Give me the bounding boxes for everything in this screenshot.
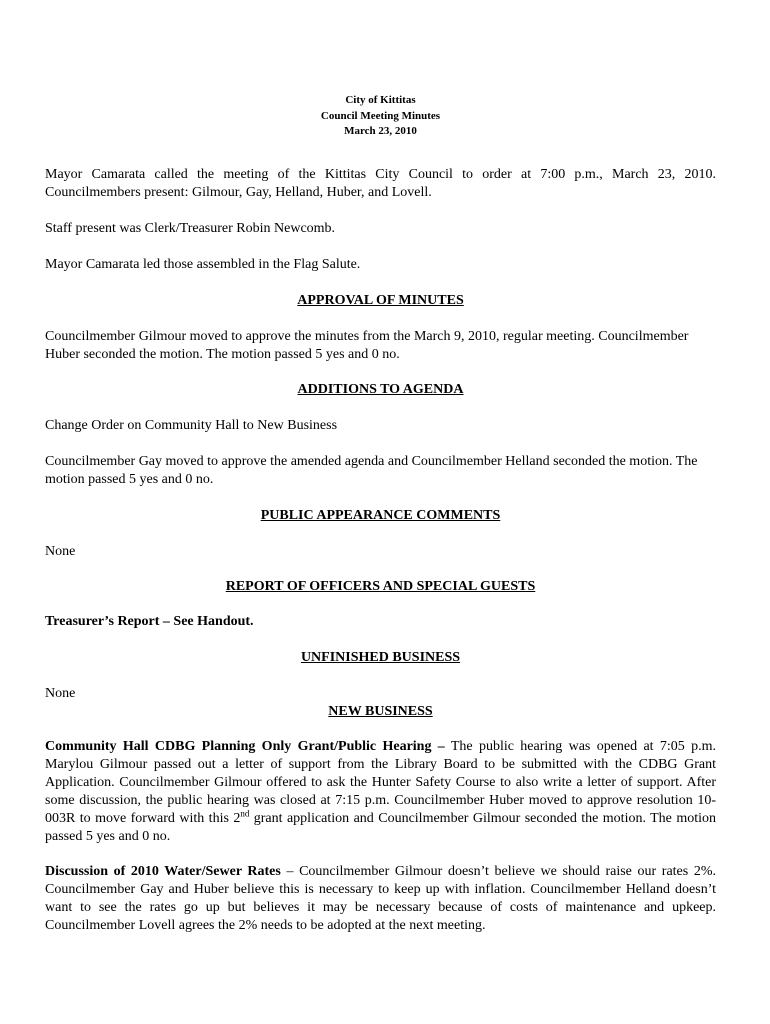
community-hall-paragraph: [45, 738, 716, 846]
community-hall-text-b: grant application and Councilmember Gilmour seconded the motion. The motion passed 5 yes and 0 no.: [45, 811, 716, 844]
unfinished-business-text: None: [45, 686, 76, 701]
water-sewer-rates-title: Discussion of 2010 Water/Sewer Rates: [45, 864, 281, 879]
staff-paragraph: Staff present was Clerk/Treasurer Robin Newcomb.: [45, 221, 336, 236]
document-header: [45, 93, 716, 140]
unfinished-business-heading: UNFINISHED BUSINESS: [300, 650, 461, 665]
document-title: Council Meeting Minutes: [320, 109, 441, 122]
water-sewer-rates-paragraph: [45, 863, 716, 935]
city-name: City of Kittitas: [345, 94, 416, 106]
flag-salute-paragraph: Mayor Camarata led those assembled in the Flag Salute.: [45, 257, 361, 272]
additions-to-agenda-heading: ADDITIONS TO AGENDA: [297, 382, 464, 397]
ordinal-superscript: nd: [240, 808, 250, 819]
approval-of-minutes-paragraph: Councilmember Gilmour moved to approve the minutes from the March 9, 2010, regular meeting. Councilmember Huber seconded the motion. The motion passed 5 yes and 0 no.: [45, 329, 689, 362]
water-sewer-rates-text: – Councilmember Gilmour doesn’t believe we should raise our rates 2%. Councilmember Gay and Huber believe this is necessary to keep up with inflation. Councilmember Helland doesn’t want to see the rates go up but believes it may be necessary because of costs of maintenance and upkeep. Councilmember Lovell agrees the 2% needs to be adopted at the next meeting.: [45, 864, 716, 933]
agenda-motion-paragraph: Councilmember Gay moved to approve the amended agenda and Councilmember Helland seconded the motion. The motion passed 5 yes and 0 no.: [45, 454, 698, 487]
agenda-addition-item: Change Order on Community Hall to New Business: [45, 418, 338, 433]
call-to-order-paragraph: Mayor Camarata called the meeting of the Kittitas City Council to order at 7:00 p.m., March 23, 2010. Councilmembers present: Gilmour, Gay, Helland, Huber, and Lovell.: [45, 167, 716, 200]
public-appearance-heading: PUBLIC APPEARANCE COMMENTS: [260, 508, 501, 523]
treasurer-report: Treasurer’s Report – See Handout.: [45, 614, 254, 629]
report-of-officers-heading: REPORT OF OFFICERS AND SPECIAL GUESTS: [225, 579, 536, 594]
new-business-heading: NEW BUSINESS: [328, 704, 433, 719]
approval-of-minutes-heading: APPROVAL OF MINUTES: [297, 293, 464, 308]
public-appearance-text: None: [45, 544, 76, 559]
meeting-date: March 23, 2010: [344, 125, 417, 137]
community-hall-text-a: The public hearing was opened at 7:05 p.m. Marylou Gilmour passed out a letter of support from the Library Board to be submitted with the CDBG Grant Application. Councilmember Gilmour offered to ask the Hunter Safety Course to also write a letter of support. After some discussion, the public hearing was closed at 7:15 p.m. Councilmember Huber moved to approve resolution 10-003R to move forward with this 2: [45, 739, 716, 826]
community-hall-title: Community Hall CDBG Planning Only Grant/Public Hearing –: [45, 739, 445, 754]
